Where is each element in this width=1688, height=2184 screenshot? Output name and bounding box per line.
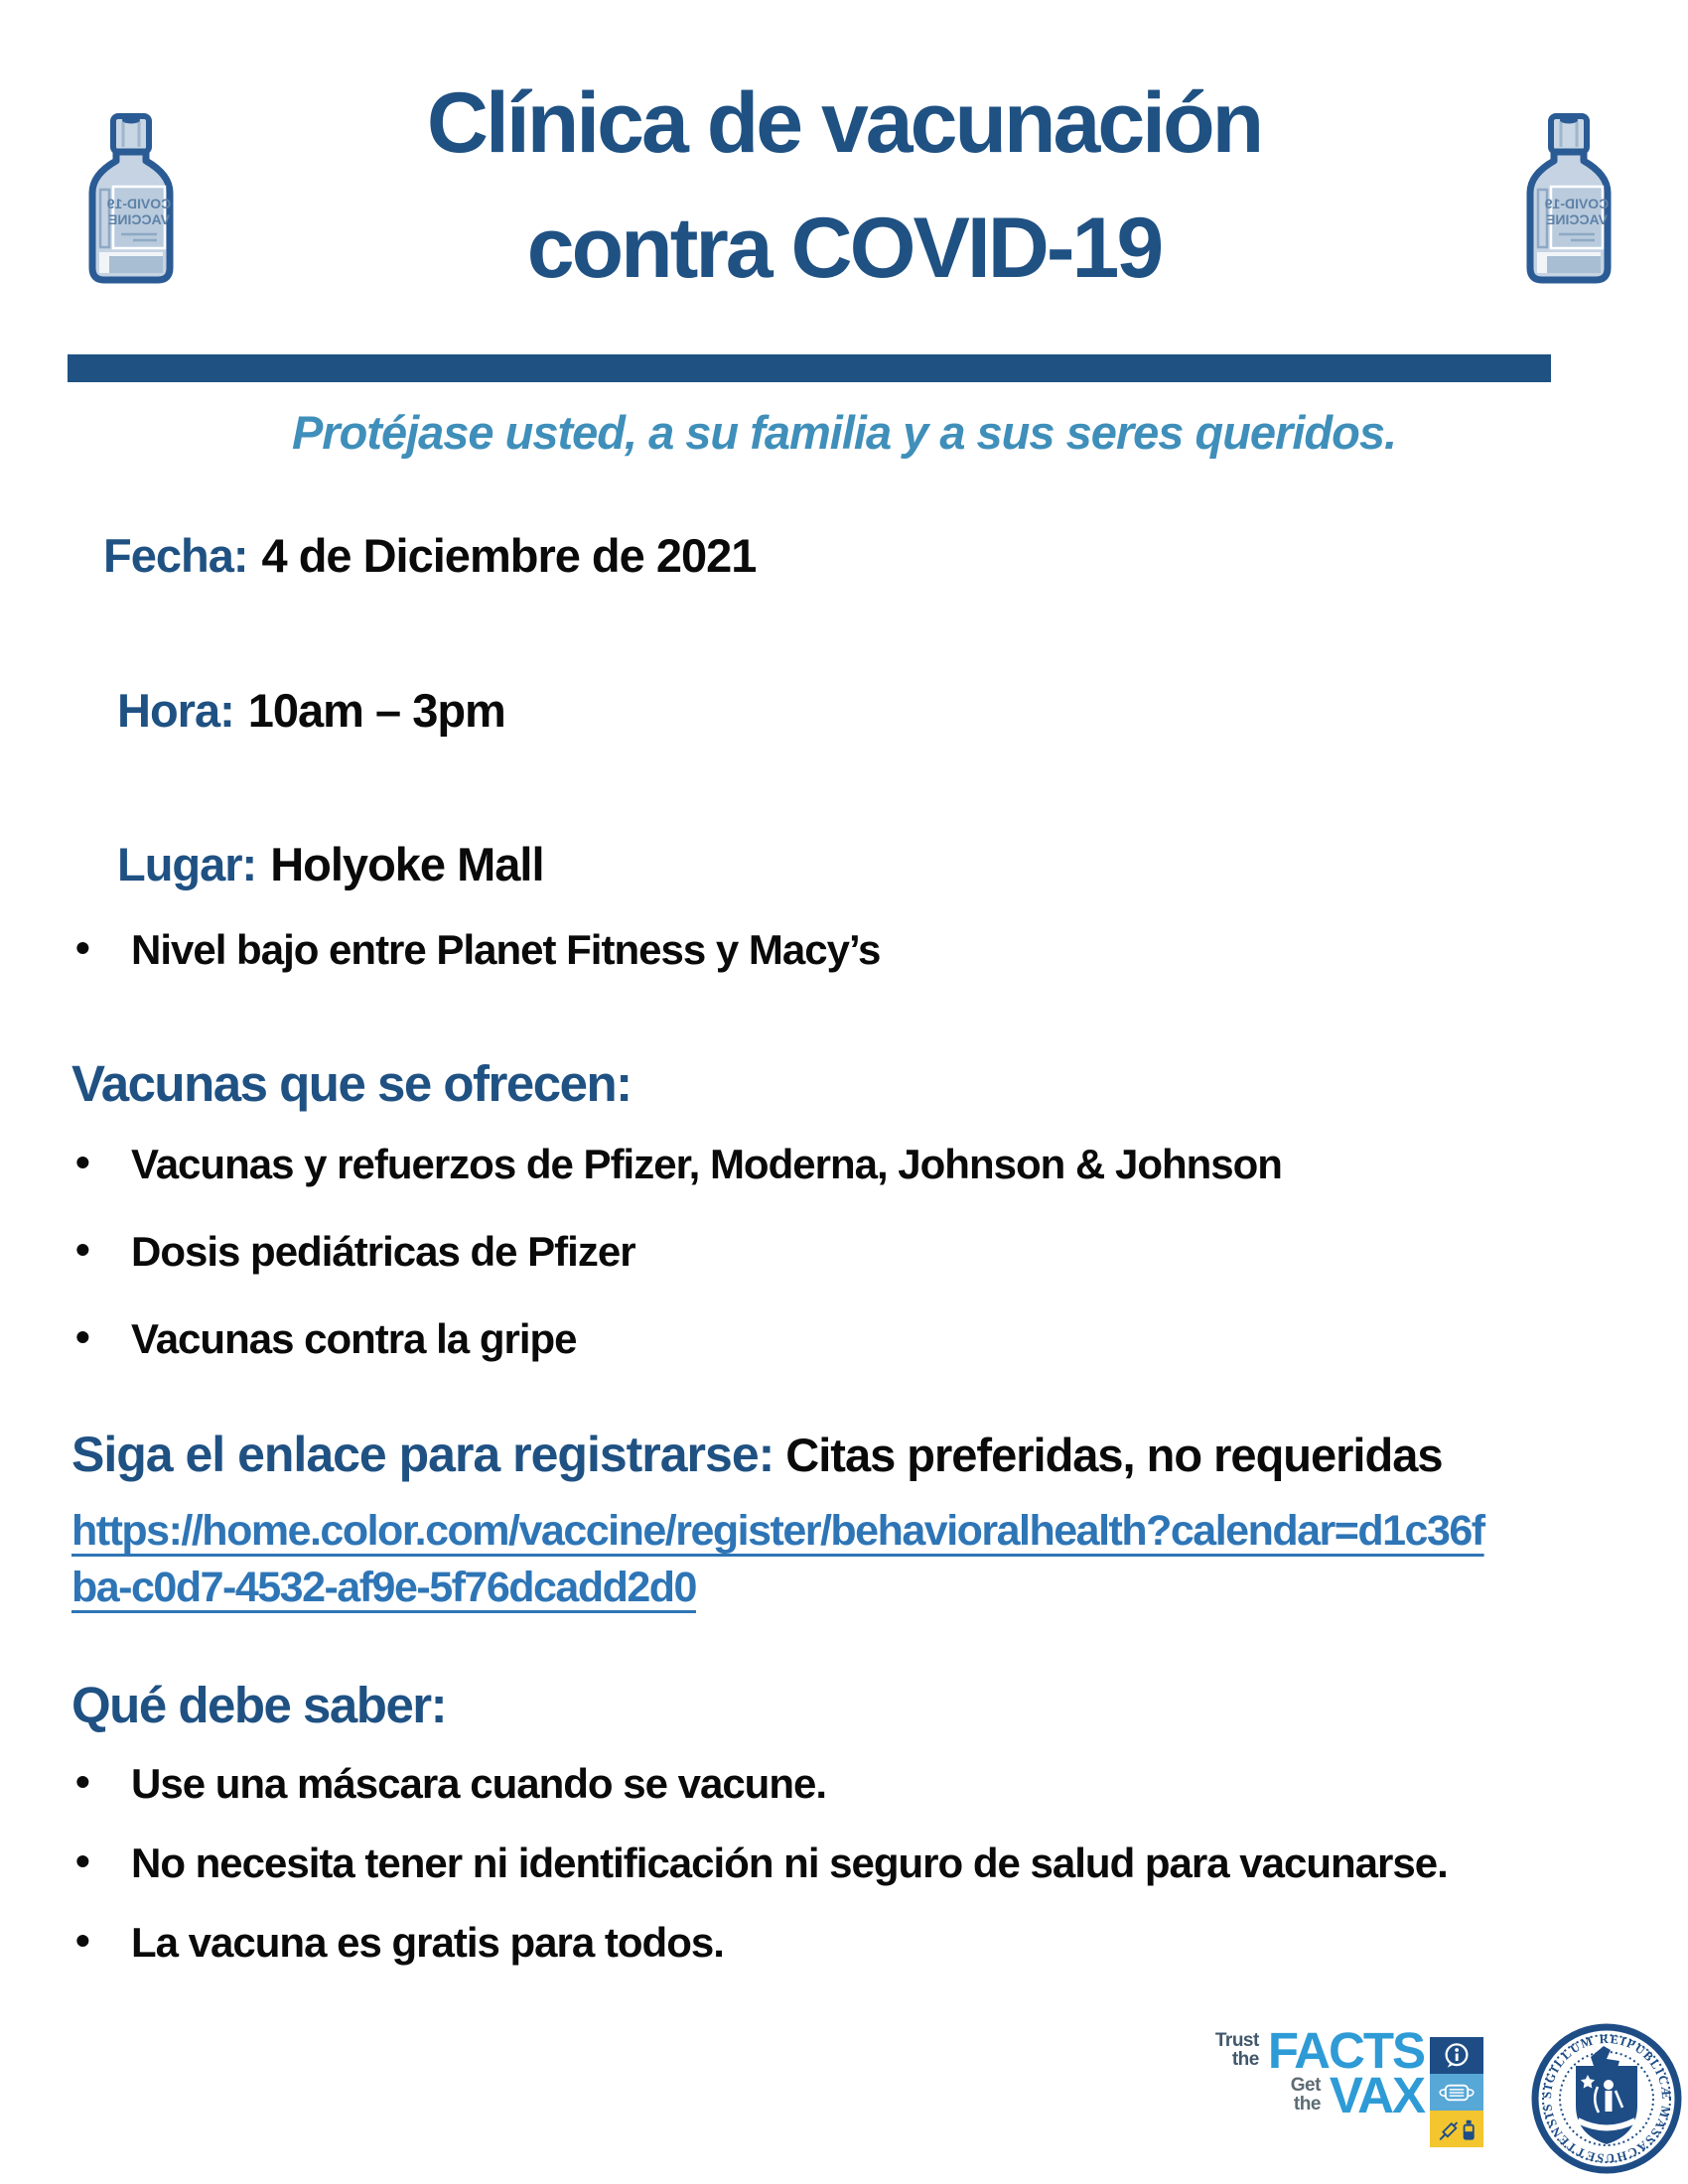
vial-label-line1: COVID-19 [1544, 196, 1610, 211]
face-mask-icon [1430, 2074, 1483, 2111]
vial-label-line2: VACCINE [108, 211, 170, 227]
the-word: the [1231, 2048, 1259, 2070]
subtitle: Protéjase usted, a su familia y a sus seres queridos. [291, 406, 1397, 459]
place-note: • Nivel bajo entre Planet Fitness y Macy’s [75, 929, 1640, 971]
page-title-line2: contra COVID-19 [526, 200, 1162, 296]
register-label: Siga el enlace para registrarse: [71, 1427, 774, 1482]
logo-icon-squares [1430, 2037, 1483, 2147]
trust-facts-vax-logo [1214, 2022, 1424, 2123]
vial-label-line1: COVID-19 [106, 196, 172, 211]
vaccines-heading: Vacunas que se ofrecen: [71, 1055, 632, 1112]
divider-bar [68, 354, 1551, 382]
vax-row [1290, 2067, 1424, 2123]
registration-link[interactable] [71, 1503, 1484, 1616]
time-field [117, 683, 505, 738]
list-item: • Use una máscara cuando se vacune. [75, 1763, 1605, 1805]
list-item: • Vacunas y refuerzos de Pfizer, Moderna, Johnson & Johnson [75, 1144, 1595, 1185]
page-title-line1: Clínica de vacunación [426, 75, 1262, 171]
list-item: • Vacunas contra la gripe [75, 1318, 1595, 1360]
get-the-label [1291, 2077, 1321, 2113]
registration-link-line2[interactable]: ba-c0d7-4532-af9e-5f76dcadd2d0 [71, 1563, 696, 1611]
time-value: 10am – 3pm [247, 684, 505, 737]
seal-ring-text: SIGILLUM REIPUBLICÆ MASSACHUSETTENSIS [1539, 2031, 1674, 2166]
massachusetts-state-seal [1531, 2023, 1682, 2174]
register-line [71, 1426, 1442, 1483]
place-label: Lugar: [117, 838, 257, 890]
page-title [149, 62, 1539, 311]
vial-label-line2: VACCINE [1546, 211, 1608, 227]
date-value: 4 de Diciembre de 2021 [261, 529, 757, 582]
list-item: • La vacuna es gratis para todos. [75, 1922, 1605, 1964]
registration-link-line1[interactable]: https://home.color.com/vaccine/register/behavioralhealth?calendar=d1c36f [71, 1507, 1484, 1555]
trust-the-label [1215, 2032, 1259, 2068]
list-item: • No necesita tener ni identificación ni seguro de salud para vacunarse. [75, 1843, 1605, 1884]
register-note: Citas preferidas, no requeridas [785, 1429, 1443, 1481]
syringe-vial-icon [1430, 2111, 1483, 2147]
list-item: • Dosis pediátricas de Pfizer [75, 1231, 1595, 1273]
trust-word: Trust [1214, 2030, 1259, 2052]
vaccines-list [75, 1141, 1595, 1406]
place-value: Holyoke Mall [270, 838, 544, 890]
get-word: Get [1290, 2075, 1321, 2097]
place-field [117, 837, 544, 891]
date-label: Fecha: [103, 529, 248, 582]
date-field [103, 528, 756, 583]
time-label: Hora: [117, 684, 234, 737]
info-icon [1430, 2037, 1483, 2074]
know-heading: Qué debe saber: [71, 1677, 447, 1733]
the-word: the [1293, 2093, 1321, 2115]
know-list [75, 1760, 1605, 2001]
vax-wordmark: VAX [1329, 2067, 1424, 2123]
facts-wordmark: FACTS [1267, 2022, 1424, 2079]
